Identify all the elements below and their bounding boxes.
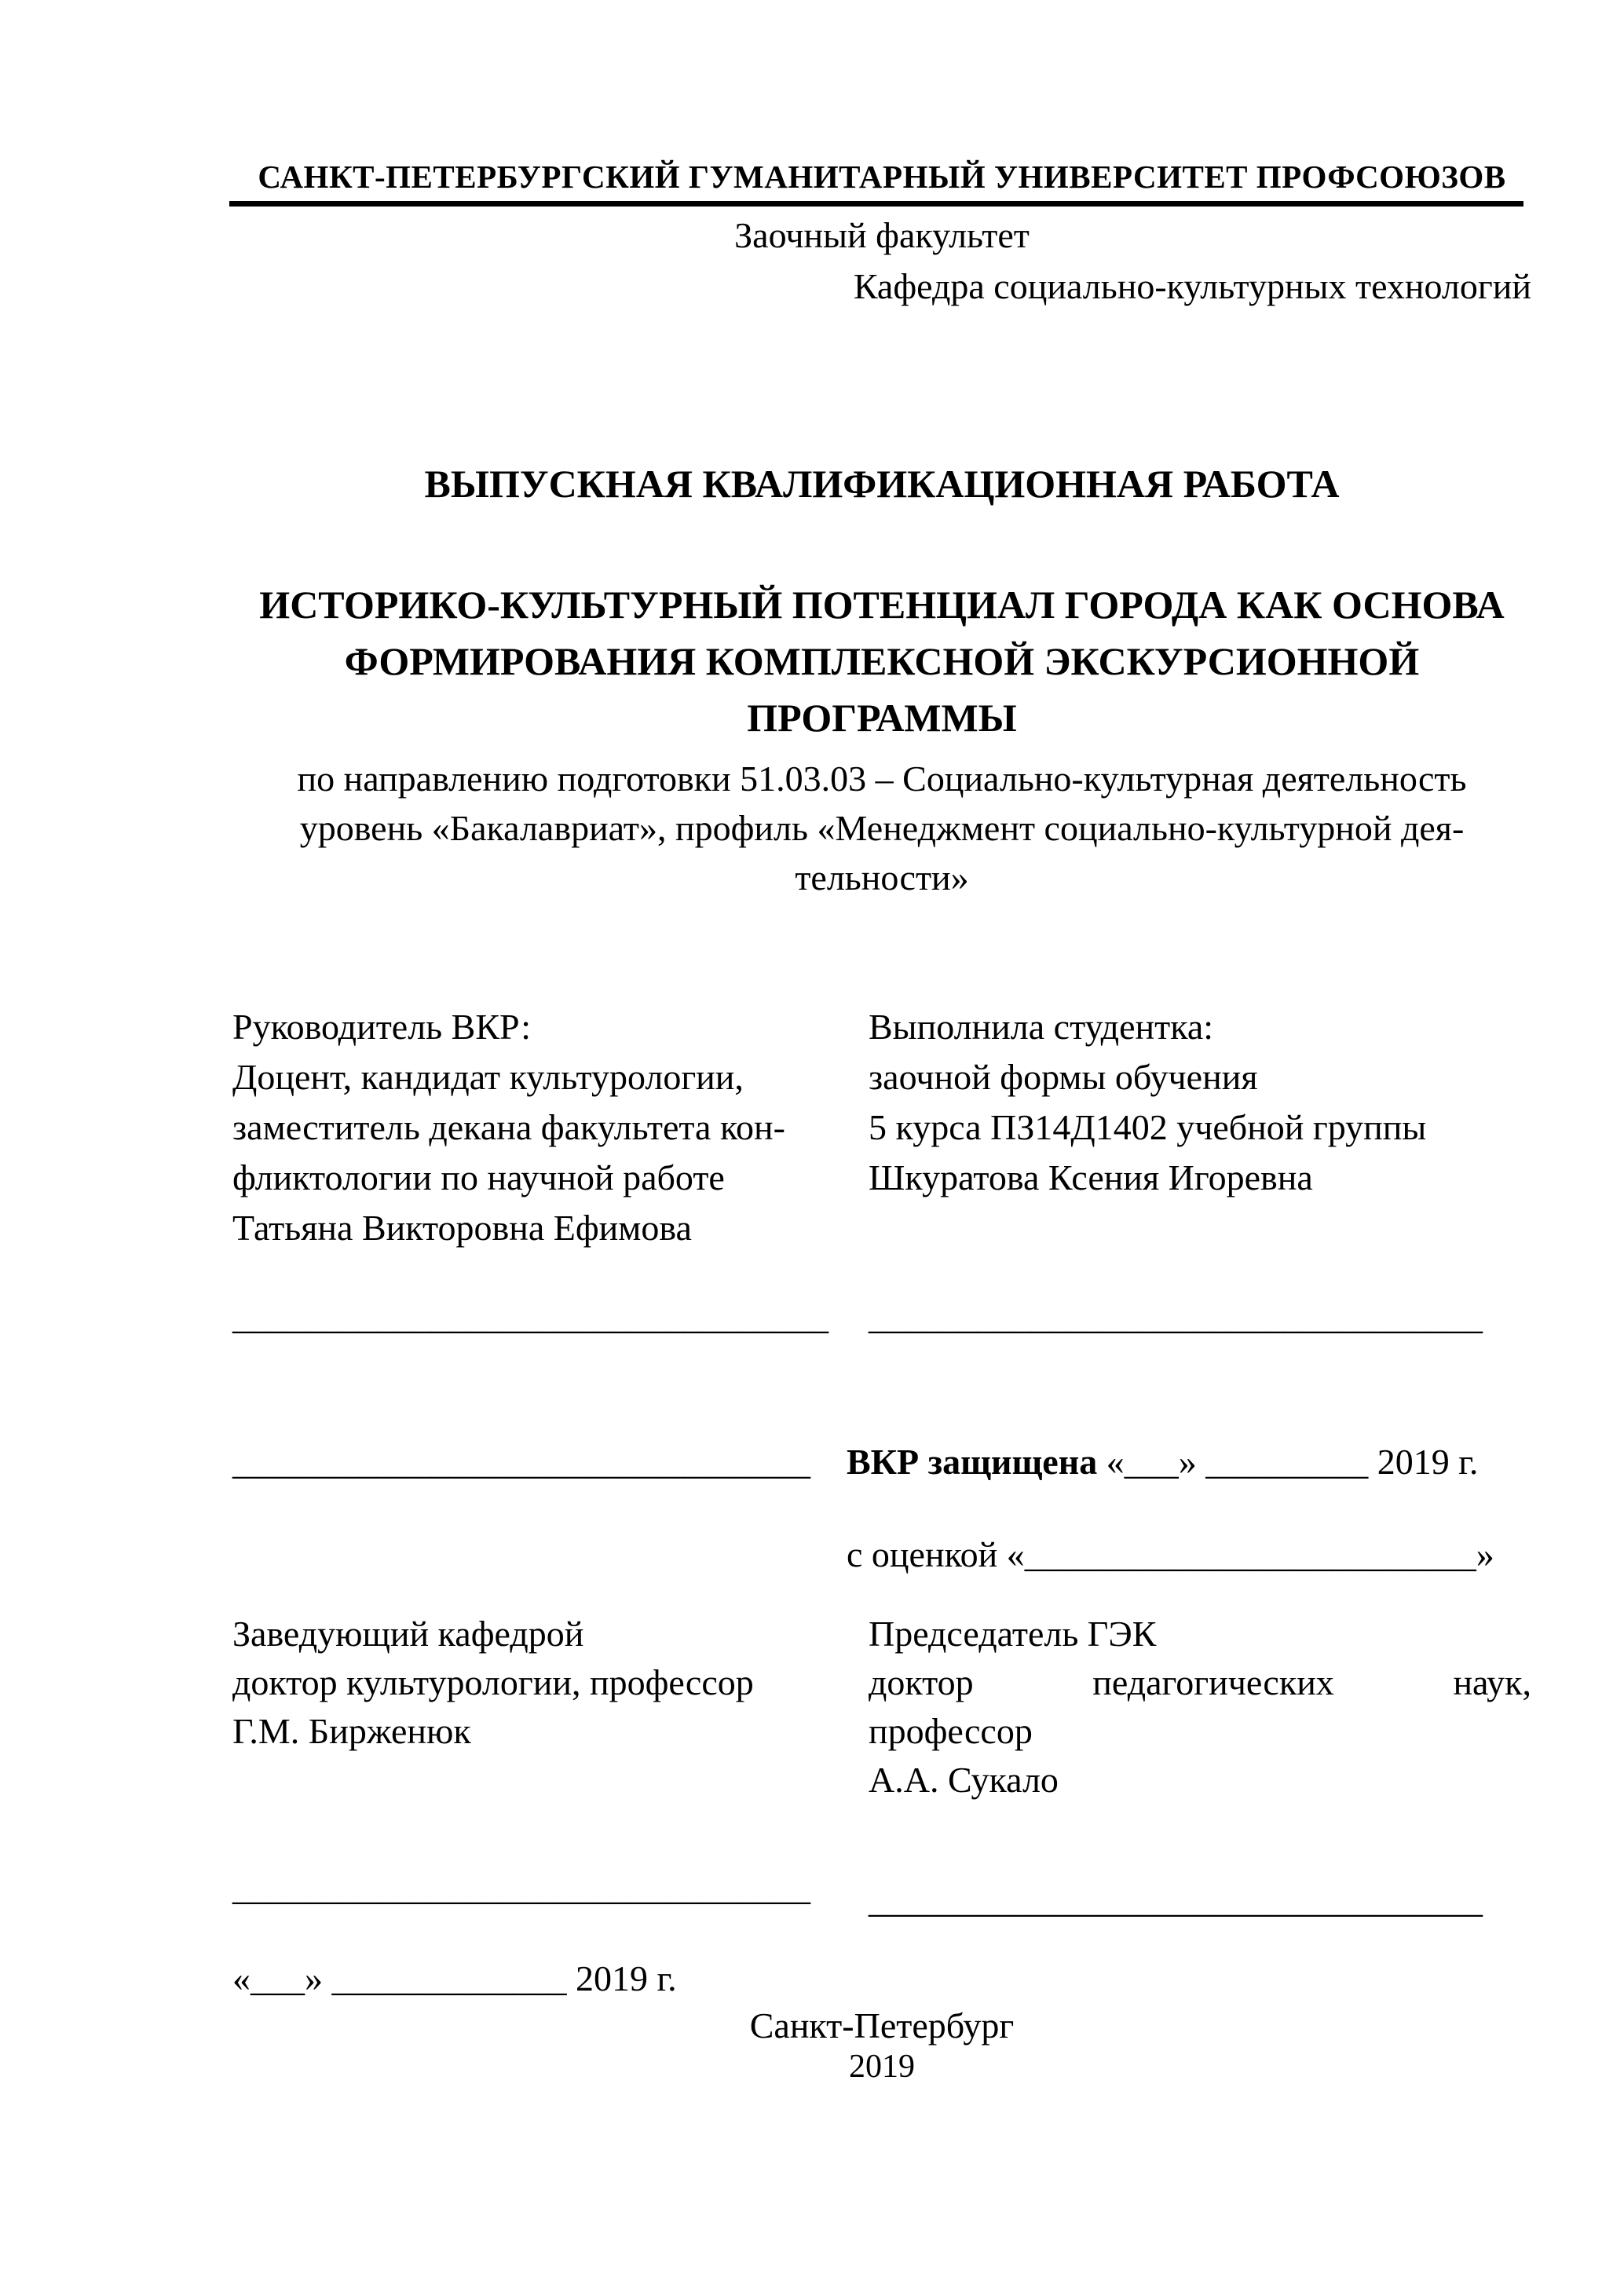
supervisor-line-2: заместитель декана факультета кон-	[232, 1107, 785, 1147]
program-info	[232, 754, 1531, 902]
student-line-1: заочной формы обучения	[869, 1057, 1258, 1097]
program-line-2: уровень «Бакалавриат», профиль «Менеджмент социально-культурной дея-	[299, 808, 1465, 848]
department-head-name: Г.М. Бирженюк	[232, 1711, 471, 1751]
signature-line-2: ________________________________	[232, 1442, 810, 1482]
faculty-line: Заочный факультет	[734, 215, 1030, 255]
defense-statement-rest: «___» _________ 2019 г.	[1097, 1442, 1479, 1482]
grade-row-spacer	[232, 1530, 847, 1580]
supervisor-signature-line: _________________________________	[232, 1296, 828, 1336]
committee-chair-label: Председатель ГЭК	[869, 1614, 1157, 1654]
signature-row-1	[232, 1292, 1531, 1342]
supervisor-line-1: Доцент, кандидат культурологии,	[232, 1057, 744, 1097]
student-label: Выполнила студентка:	[869, 1007, 1214, 1047]
grade-row	[232, 1530, 1531, 1580]
program-line-3: тельности»	[795, 857, 969, 898]
supervisor-name: Татьяна Викторовна Ефимова	[232, 1208, 692, 1248]
thesis-title-line-2: ФОРМИРОВАНИЯ КОМПЛЕКСНОЙ ЭКСКУРСИОННОЙ	[344, 639, 1420, 683]
supervisor-label: Руководитель ВКР:	[232, 1007, 532, 1047]
department-head-degree: доктор культурологии, профессор	[232, 1662, 754, 1702]
thesis-title-line-3: ПРОГРАММЫ	[747, 696, 1017, 740]
university-name: САНКТ-ПЕТЕРБУРГСКИЙ ГУМАНИТАРНЫЙ УНИВЕРСИТЕТ ПРОФСОЮЗОВ	[258, 159, 1506, 195]
thesis-title-line-1: ИСТОРИКО-КУЛЬТУРНЫЙ ПОТЕНЦИАЛ ГОРОДА КАК ОСНОВА	[259, 583, 1505, 627]
date-line: «___» _____________ 2019 г.	[232, 1958, 677, 1998]
grade-line: с оценкой «_________________________»	[847, 1534, 1494, 1574]
work-type-heading: ВЫПУСКНАЯ КВАЛИФИКАЦИОННАЯ РАБОТА	[424, 462, 1340, 506]
committee-chair-name: А.А. Сукало	[869, 1760, 1059, 1800]
department-head-block	[232, 1610, 869, 1804]
year-line: 2019	[849, 2049, 915, 2085]
department-head-signature-line: ________________________________	[232, 1867, 810, 1907]
people-columns	[232, 1002, 1531, 1253]
committee-chair-degree-2: профессор	[869, 1711, 1033, 1751]
committee-chair-signature-underscores: __________________________________	[869, 1880, 1483, 1920]
supervisor-block	[232, 1002, 869, 1253]
city-line: Санкт-Петербург	[749, 2005, 1015, 2046]
student-line-2: 5 курса ПЗ14Д1402 учебной группы	[869, 1107, 1427, 1147]
department-head-label: Заведующий кафедрой	[232, 1614, 584, 1654]
officials-block	[232, 1610, 1531, 1804]
committee-chair-signature-line	[869, 1863, 1531, 1920]
student-signature-line: __________________________________	[869, 1296, 1483, 1336]
program-line-1: по направлению подготовки 51.03.03 – Социально-культурная деятельность	[297, 759, 1467, 799]
thesis-title	[232, 576, 1531, 746]
department-line: Кафедра социально-культурных технологий	[853, 266, 1531, 306]
header-divider	[229, 201, 1523, 207]
committee-chair-block	[869, 1610, 1531, 1804]
student-name: Шкуратова Ксения Игоревна	[869, 1157, 1313, 1197]
defense-row	[232, 1437, 1531, 1487]
defense-statement-bold: ВКР защищена	[847, 1442, 1098, 1482]
student-block	[869, 1002, 1531, 1253]
defense-statement	[847, 1437, 1531, 1487]
signature-row-3	[232, 1863, 1531, 1920]
supervisor-line-3: фликтологии по научной работе	[232, 1157, 725, 1197]
committee-chair-degree: доктор педагогических наук,	[869, 1662, 1531, 1702]
